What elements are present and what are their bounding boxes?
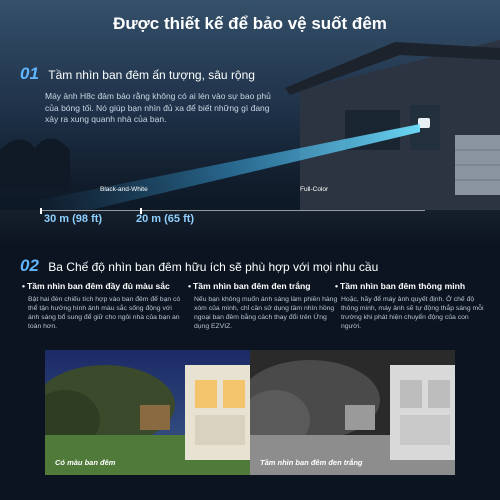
section2-heading: Ba Chế độ nhìn ban đêm hữu ích sẽ phù hợp với mọi nhu cầu: [48, 260, 379, 274]
bw-range-tick: [40, 208, 42, 214]
bullet-icon: •: [22, 281, 26, 291]
color-distance: 20 m (65 ft): [136, 213, 195, 225]
bullet-icon: •: [188, 281, 192, 291]
mode-title: Tầm nhìn ban đêm đen trắng: [193, 281, 311, 291]
color-night-photo: [45, 350, 250, 475]
section1-heading-row: [20, 64, 255, 84]
mode-title: Tầm nhìn ban đêm đầy đủ màu sắc: [27, 281, 170, 291]
photo-caption: Tầm nhìn ban đêm đen trắng: [260, 458, 363, 467]
mode-text: Hoặc, hãy để máy ảnh quyết định. Ở chế độ thông minh, máy ảnh sẽ tự động thắp sáng mỗi trường khi phát hiện chuyển động của con người.: [341, 296, 484, 330]
range-axis: [40, 210, 425, 211]
hero-section: [0, 0, 500, 248]
mode-title: Tầm nhìn ban đêm thông minh: [340, 281, 466, 291]
mode-smart: [335, 281, 490, 331]
section2-number: 02: [20, 256, 39, 275]
mode-text: Nếu bạn không muốn ánh sáng làm phiền hàng xóm của mình, chỉ cần sử dụng tầm nhìn hồng ngoại ban đêm bằng cách thay đổi trên Ứng dụng EZVIZ.: [194, 296, 338, 330]
color-range-label: Full-Color: [300, 186, 329, 193]
bw-night-photo: [250, 350, 455, 475]
mode-full-color: [22, 281, 182, 331]
section1-number: 01: [20, 64, 39, 83]
bullet-icon: •: [335, 281, 339, 291]
page-title: Được thiết kế để bảo vệ suốt đêm: [113, 14, 387, 33]
bw-distance: 30 m (98 ft): [44, 213, 103, 225]
photo-caption: Có màu ban đêm: [55, 458, 116, 467]
section2-heading-row: [20, 256, 378, 276]
section1-description: Máy ảnh H8c đảm bảo rằng không có ai lén vào sự bao phủ của bóng tối. Nó giúp bạn nhìn đủ xa để biết những gì đang xảy ra xung quanh nhà của bạn.: [45, 91, 271, 124]
section1-heading: Tầm nhìn ban đêm ấn tượng, sâu rộng: [48, 68, 255, 82]
bw-range-label: Black-and-White: [100, 186, 148, 193]
mode-black-white: [188, 281, 338, 331]
mode-text: Bật hai đèn chiếu tích hợp vào ban đêm để bạn có thể tận hưởng hình ảnh màu sắc sống động với ánh sáng bổ sung để giữ cho ngôi nhà của bạn an toàn hơn.: [28, 296, 181, 330]
